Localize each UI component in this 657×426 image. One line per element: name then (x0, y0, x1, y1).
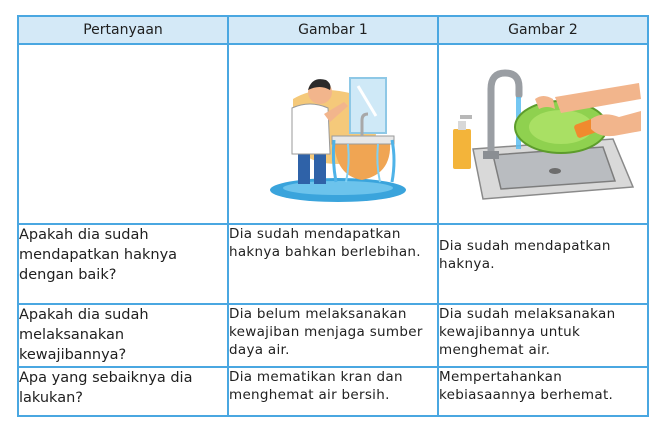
answer-1-cell: Dia mematikan kran dan menghemat air bersih. (228, 367, 438, 416)
image-row (18, 44, 648, 224)
answer-1-cell: Dia sudah mendapatkan haknya bahkan berlebihan. (228, 224, 438, 304)
answer-2-cell: Dia sudah mendapatkan haknya. (438, 224, 648, 304)
question-cell: Apakah dia sudah mendapatkan haknya dengan baik? (18, 224, 228, 304)
header-pertanyaan: Pertanyaan (18, 16, 228, 44)
gambar-2-cell (438, 44, 648, 224)
boy-at-sink-illustration (258, 64, 408, 204)
table-row (18, 224, 648, 304)
question-cell: Apa yang sebaiknya dia lakukan? (18, 367, 228, 416)
header-row (18, 16, 648, 44)
header-gambar-2: Gambar 2 (438, 16, 648, 44)
question-cell: Apakah dia sudah melaksanakan kewajibannya? (18, 304, 228, 366)
header-gambar-1: Gambar 1 (228, 16, 438, 44)
gambar-1-cell (228, 44, 438, 224)
empty-cell (18, 44, 228, 224)
washing-dish-illustration (443, 59, 643, 209)
answer-2-cell: Mempertahankan kebiasaannya berhemat. (438, 367, 648, 416)
answer-1-cell: Dia belum melaksanakan kewajiban menjaga sumber daya air. (228, 304, 438, 366)
question-table (17, 15, 649, 417)
table-row (18, 367, 648, 416)
answer-2-cell: Dia sudah melaksanakan kewajibannya untuk menghemat air. (438, 304, 648, 366)
table-row (18, 304, 648, 366)
